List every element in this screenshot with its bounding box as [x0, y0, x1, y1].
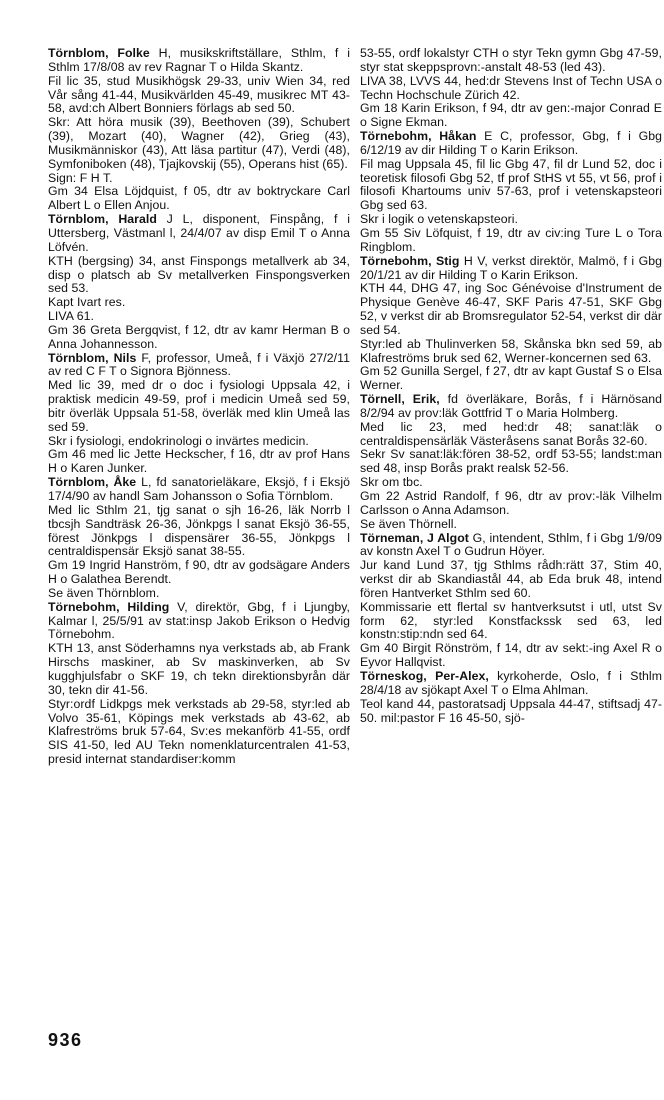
entry-paragraph	[360, 227, 662, 255]
entry-paragraph	[360, 518, 662, 532]
entry-paragraph	[360, 490, 662, 518]
entry-text: fd överläkare, Borås, f i Härnösand 8/2/94 av prov:läk Gottfrid T o Maria Holmberg.	[360, 392, 662, 420]
entry-headword: Törnblom, Harald	[48, 212, 157, 227]
entry-paragraph	[360, 448, 662, 476]
entry-text: Sign: F H T.	[48, 170, 113, 185]
entry-paragraph	[48, 698, 350, 767]
page-number: 936	[48, 1030, 83, 1050]
entry-paragraph	[48, 504, 350, 559]
entry-paragraph	[48, 642, 350, 697]
entry-paragraph	[360, 642, 662, 670]
entry-first-paragraph	[360, 670, 662, 698]
entry-text: KTH (bergsing) 34, anst Finspongs metallverk ab 34, disp o platsch ab Sv metallverken Finspongsverken sed 53.	[48, 253, 350, 296]
entry-text: Se även Thörnblom.	[48, 585, 160, 600]
entry-headword: Törnebohm, Stig	[360, 253, 460, 268]
entry-paragraph	[48, 324, 350, 352]
entry-text: kyrkoherde, Oslo, f i Sthlm 28/4/18 av sjökapt Axel T o Elma Ahlman.	[360, 668, 662, 697]
entry-paragraph	[48, 116, 350, 171]
entry-text: Skr om tbc.	[360, 475, 423, 490]
right-column	[360, 47, 662, 725]
biography-entry	[360, 47, 662, 130]
entry-paragraph	[360, 476, 662, 490]
entry-headword: Törnblom, Nils	[48, 350, 137, 365]
biography-entry	[360, 255, 662, 393]
entry-text: Gm 40 Birgit Rönström, f 14, dtr av sekt:-ing Axel R o Eyvor Hallqvist.	[360, 641, 662, 670]
entry-text: H, musikskriftställare, Sthlm, f i Sthlm 17/8/08 av rev Ragnar T o Hilda Skantz.	[48, 46, 350, 74]
entry-text: KTH 13, anst Söderhamns nya verkstads ab, ab Frank Hirschs maskiner, ab Sv maskinverken, ab Sv kugghjulsfabr o SKF 19, ch tekn direktionsbyrån där 30, tekn dir 41-56.	[48, 641, 350, 697]
left-column	[48, 47, 350, 767]
entry-text: Gm 19 Ingrid Hanström, f 90, dtr av godsägare Anders H o Galathea Berendt.	[48, 558, 350, 587]
entry-text: H V, verkst direktör, Malmö, f i Gbg 20/1/21 av dir Hilding T o Karin Erikson.	[360, 253, 663, 282]
entry-text: LIVA 38, LVVS 44, hed:dr Stevens Inst of Techn USA o Techn Hochschule Zürich 42.	[360, 73, 662, 102]
entry-text: Se även Thörnell.	[360, 516, 458, 531]
entry-paragraph	[48, 379, 350, 434]
entry-first-paragraph	[48, 213, 350, 255]
entry-first-paragraph	[360, 47, 662, 75]
entry-text: Styr:led ab Thulinverken 58, Skånska bkn sed 59, ab Klafreströms bruk sed 62, Werner-koncernen sed 63.	[360, 336, 662, 365]
entry-headword: Törnell, Erik,	[360, 392, 440, 407]
entry-paragraph	[48, 587, 350, 601]
entry-text: Teol kand 44, pastoratsadj Uppsala 44-47, stiftsadj 47-50. mil:pastor F 16 45-50, sjö-	[360, 696, 662, 725]
entry-text: L, fd sanatorieläkare, Eksjö, f i Eksjö 17/4/90 av handl Sam Johansson o Sofia Törnblom.	[48, 475, 350, 503]
entry-text: V, direktör, Gbg, f i Ljungby, Kalmar l, 25/5/91 av stat:insp Jakob Erikson o Hedvig Törnebohm.	[48, 599, 350, 642]
entry-text: Med lic 23, med hed:dr 48; sanat:läk o centraldispensärläk Västeråsens sanat Borås 32-60.	[360, 419, 662, 448]
entry-first-paragraph	[48, 476, 350, 504]
entry-first-paragraph	[360, 532, 662, 560]
entry-text: Skr: Att höra musik (39), Beethoven (39), Schubert (39), Mozart (40), Wagner (42), Grieg (43), Musikmänniskor (43), Att läsa partitur (47), Verdi (48), Symfoniboken (48), Tjajkovskij (55), Operans hist (65).	[48, 115, 350, 171]
entry-text: Fil mag Uppsala 45, fil lic Gbg 47, fil dr Lund 52, doc i teoretisk filosofi Gbg 52, tf prof StHS vt 55, vt 56, prof i filosofi Khartoums univ 57-63, prof i vetenskapsteori Gbg sed 63.	[360, 156, 662, 213]
entry-text: LIVA 61.	[48, 309, 94, 324]
entry-paragraph	[360, 601, 662, 643]
entry-paragraph	[48, 185, 350, 213]
entry-paragraph	[360, 213, 662, 227]
entry-text: Gm 18 Karin Erikson, f 94, dtr av gen:-major Conrad E o Signe Ekman.	[360, 101, 662, 130]
entry-text: G, intendent, Sthlm, f i Gbg 1/9/09 av konstn Axel T o Gudrun Höyer.	[360, 530, 663, 559]
entry-paragraph	[360, 421, 662, 449]
entry-first-paragraph	[48, 601, 350, 643]
entry-first-paragraph	[48, 47, 350, 75]
entry-headword: Törneskog, Per-Alex,	[360, 668, 489, 683]
entry-paragraph	[360, 75, 662, 103]
entry-text: F, professor, Umeå, f i Växjö 27/2/11 av red C F T o Signora Bjönness.	[48, 350, 350, 379]
entry-text: 53-55, ordf lokalstyr CTH o styr Tekn gymn Gbg 47-59, styr stat skeppsprovn:-anstalt 48-53 (led 43).	[360, 46, 662, 74]
entry-text: Gm 52 Gunilla Sergel, f 27, dtr av kapt Gustaf S o Elsa Werner.	[360, 364, 662, 393]
entry-paragraph	[360, 282, 662, 337]
entry-first-paragraph	[360, 255, 662, 283]
entry-paragraph	[360, 102, 662, 130]
entry-paragraph	[360, 365, 662, 393]
entry-text: Skr i fysiologi, endokrinologi o invärtes medicin.	[48, 433, 309, 448]
entry-text: Skr i logik o vetenskapsteori.	[360, 212, 519, 227]
entry-paragraph	[48, 296, 350, 310]
entry-text: E C, professor, Gbg, f i Gbg 6/12/19 av dir Hilding T o Karin Erikson.	[360, 129, 663, 157]
biography-entry	[48, 47, 350, 213]
entry-paragraph	[48, 435, 350, 449]
entry-paragraph	[48, 448, 350, 476]
entry-paragraph	[48, 75, 350, 117]
entry-text: J L, disponent, Finspång, f i Uttersberg, Västmanl l, 24/4/07 av disp Emil T o Anna Löfvén.	[48, 212, 350, 254]
biography-entry	[360, 532, 662, 670]
entry-text: Fil lic 35, stud Musikhögsk 29-33, univ Wien 34, red Vår sång 41-44, Musikvärlden 45-49, musikrec MT 43-58, avd:ch Albert Bonniers förlags ab sed 50.	[48, 73, 350, 116]
entry-first-paragraph	[360, 393, 662, 421]
entry-text: Med lic 39, med dr o doc i fysiologi Uppsala 42, i praktisk medicin 49-59, prof i medicin Umeå sed 59, bitr överläk Uppsala 51-58, överläk med klin Umeå las sed 59.	[48, 378, 350, 434]
entry-text: Gm 34 Elsa Löjdquist, f 05, dtr av boktryckare Carl Albert L o Ellen Anjou.	[48, 184, 350, 213]
biography-entry	[360, 130, 662, 255]
entry-text: KTH 44, DHG 47, ing Soc Génévoise d'Instrument de Physique Genève 46-47, SKF Paris 47-51, SKF Gbg 52, v verkst dir ab Bromsregulator 52-54, verkst dir där sed 54.	[360, 281, 662, 337]
entry-paragraph	[360, 559, 662, 601]
entry-paragraph	[48, 310, 350, 324]
entry-headword: Törnblom, Folke	[48, 46, 150, 60]
biography-entry	[360, 670, 662, 725]
entry-first-paragraph	[48, 352, 350, 380]
entry-paragraph	[48, 255, 350, 297]
entry-text: Jur kand Lund 37, tjg Sthlms rådh:rätt 37, Stim 40, verkst dir ab Skandiastål 44, ab Eda bruk 48, intend fören Hantverket Sthlm sed 60.	[360, 558, 662, 600]
entry-paragraph	[48, 172, 350, 186]
entry-text: Gm 22 Astrid Randolf, f 96, dtr av prov:-läk Vilhelm Carlsson o Anna Adamson.	[360, 489, 662, 517]
entry-paragraph	[360, 698, 662, 726]
entry-headword: Törnblom, Åke	[48, 475, 137, 490]
biography-entry	[48, 213, 350, 351]
entry-text: Sekr Sv sanat:läk:fören 38-52, ordf 53-55; landst:man sed 48, insp Borås prakt realsk 52-56.	[360, 447, 662, 476]
biography-entry	[360, 393, 662, 531]
entry-first-paragraph	[360, 130, 662, 158]
entry-paragraph	[48, 559, 350, 587]
entry-headword: Törnebohm, Hilding	[48, 599, 170, 614]
entry-text: Med lic Sthlm 21, tjg sanat o sjh 16-26, läk Norrb l tbcsjh Sandträsk 26-36, Jönkpgs l sanat Eksjö 36-55, förest Jönkpgs l dispensärer 36-55, Jönkpgs l centraldispensär Eksjö sanat 38-55.	[48, 502, 350, 559]
biography-entry	[48, 476, 350, 601]
entry-text: Gm 55 Siv Löfquist, f 19, dtr av civ:ing Ture L o Tora Ringblom.	[360, 225, 662, 254]
entry-headword: Törneman, J Algot	[360, 530, 469, 545]
entry-headword: Törnebohm, Håkan	[360, 129, 477, 144]
entry-text: Kommissarie ett flertal sv hantverksutst i utl, utst Sv form 62, styr:led Konstfackssk sed 63, led konstn:stip:ndn sed 64.	[360, 599, 662, 642]
entry-text: Gm 36 Greta Bergqvist, f 12, dtr av kamr Herman B o Anna Johannesson.	[48, 322, 350, 351]
entry-paragraph	[360, 338, 662, 366]
biography-entry	[48, 601, 350, 767]
entry-text: Gm 46 med lic Jette Heckscher, f 16, dtr av prof Hans H o Karen Junker.	[48, 447, 350, 476]
entry-text: Kapt Ivart res.	[48, 295, 126, 310]
entry-text: Styr:ordf Lidkpgs mek verkstads ab 29-58, styr:led ab Volvo 35-61, Köpings mek verkstads ab 43-62, ab Klafreströms bruk 57-64, Sv:es mekanförb 41-55, ordf SIS 41-50, led AU Tekn nomenklaturcentralen 41-53, presid internat standardiser:komm	[48, 696, 350, 767]
entry-paragraph	[360, 158, 662, 213]
biography-entry	[48, 352, 350, 477]
